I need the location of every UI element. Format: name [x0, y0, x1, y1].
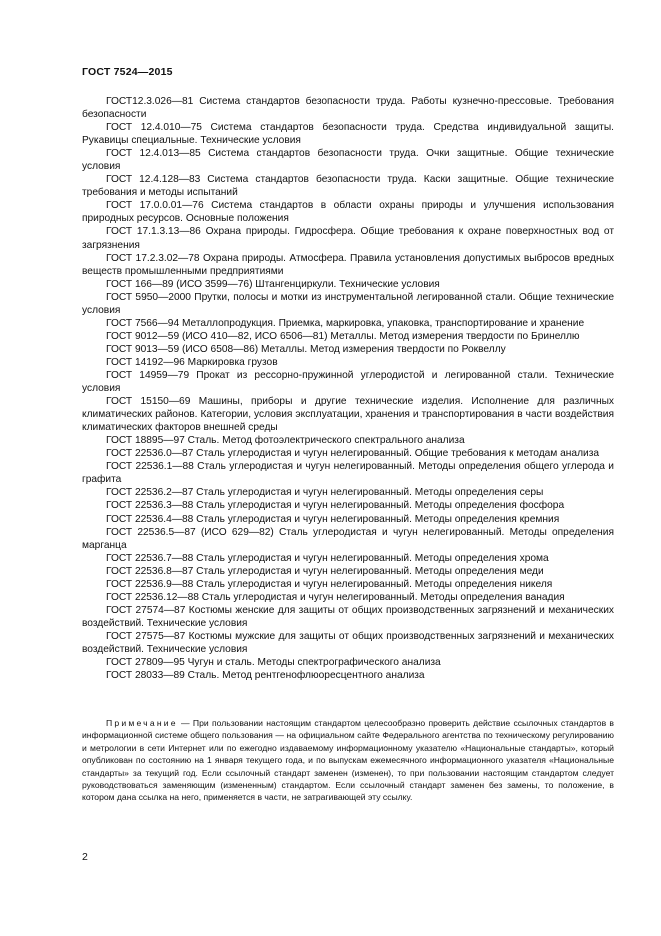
reference-entry: ГОСТ 17.2.3.02—78 Охрана природы. Атмосфера. Правила установления допустимых выбросов вредных веществ промышленными предприятиями [82, 252, 614, 277]
reference-entry: ГОСТ 22536.3—88 Сталь углеродистая и чугун нелегированный. Методы определения фосфора [106, 500, 565, 512]
note-label: Примечание [106, 718, 178, 728]
reference-entry: ГОСТ 22536.12—88 Сталь углеродистая и чугун нелегированный. Методы определения ванадия [106, 591, 565, 603]
reference-entry: ГОСТ 5950—2000 Прутки, полосы и мотки из инструментальной легированной стали. Общие технические условия [82, 291, 614, 316]
reference-entry: ГОСТ 166—89 (ИСО 3599—76) Штангенциркули. Технические условия [106, 278, 440, 290]
reference-entry: ГОСТ 15150—69 Машины, приборы и другие технические изделия. Исполнение для различных климатических районов. Категории, условия эксплуатации, хранения и транспортирования в части воздействия климатических факторов внешней среды [82, 396, 614, 434]
reference-entry: ГОСТ 22536.1—88 Сталь углеродистая и чугун нелегированный. Методы определения общего углерода и графита [82, 461, 614, 486]
reference-entry: ГОСТ 28033—89 Сталь. Метод рентгенофлюоресцентного анализа [106, 670, 425, 682]
note-paragraph [82, 717, 614, 804]
reference-entry: ГОСТ 14192—96 Маркировка грузов [106, 356, 278, 368]
reference-entry: ГОСТ 22536.2—87 Сталь углеродистая и чугун нелегированный. Методы определения серы [106, 487, 544, 499]
reference-entry: ГОСТ 14959—79 Прокат из рессорно-пружинной углеродистой и легированной стали. Технические условия [82, 369, 614, 395]
reference-entry: ГОСТ 18895—97 Сталь. Метод фотоэлектрического спектрального анализа [106, 435, 465, 447]
reference-entry: ГОСТ 27809—95 Чугун и сталь. Методы спектрографического анализа [106, 657, 441, 669]
normative-references-list [82, 95, 614, 682]
reference-entry: ГОСТ 27575—87 Костюмы мужские для защиты от общих производственных загрязнений и механических воздействий. Технические условия [82, 630, 614, 655]
reference-entry: ГОСТ 12.4.010—75 Система стандартов безопасности труда. Средства индивидуальной защиты. Рукавицы специальные. Технические условия [82, 122, 614, 147]
reference-entry: ГОСТ 22536.8—87 Сталь углеродистая и чугун нелегированный. Методы определения меди [106, 565, 544, 577]
reference-entry: ГОСТ12.3.026—81 Система стандартов безопасности труда. Работы кузнечно-прессовые. Требования безопасности [82, 96, 614, 121]
document-header: ГОСТ 7524—2015 [82, 66, 173, 78]
reference-entry: ГОСТ 17.1.3.13—86 Охрана природы. Гидросфера. Общие требования к охране поверхностных вод от загрязнения [82, 226, 614, 251]
reference-entry: ГОСТ 9012—59 (ИСО 410—82, ИСО 6506—81) Металлы. Метод измерения твердости по Бринеллю [106, 330, 580, 342]
reference-entry: ГОСТ 12.4.128—83 Система стандартов безопасности труда. Каски защитные. Общие технические требования и методы испытаний [82, 174, 614, 199]
reference-entry: ГОСТ 22536.7—88 Сталь углеродистая и чугун нелегированный. Методы определения хрома [106, 552, 549, 564]
reference-entry: ГОСТ 27574—87 Костюмы женские для защиты от общих производственных загрязнений и механических воздействий. Технические условия [82, 604, 614, 629]
reference-entry: ГОСТ 12.4.013—85 Система стандартов безопасности труда. Очки защитные. Общие технические условия [82, 148, 614, 173]
note-text: — При пользовании настоящим стандартом целесообразно проверить действие ссылочных стандартов в информационной системе общего пользования — на официальном сайте Федерального агентства по техническому регулированию и метрологии в сети Интернет или по ежегодно издаваемому информационному указателю «Национальные стандарты», который опубликован по состоянию на 1 января текущего года, и по выпускам ежемесячного информационного указателя «Национальные стандарты» за текущий год. Если ссылочный стандарт заменен (изменен), то при пользовании настоящим стандартом следует руководствоваться заменяющим (измененным) стандартом. Если ссылочный стандарт заменен без замены, то положение, в котором дана ссылка на него, применяется в части, не затрагивающей эту ссылку. [82, 718, 614, 803]
page-number: 2 [82, 851, 88, 863]
reference-entry: ГОСТ 9013—59 (ИСО 6508—86) Металлы. Метод измерения твердости по Роквеллу [106, 343, 506, 355]
reference-entry: ГОСТ 22536.5—87 (ИСО 629—82) Сталь углеродистая и чугун нелегированный. Методы определения марганца [82, 526, 614, 551]
reference-entry: ГОСТ 22536.9—88 Сталь углеродистая и чугун нелегированный. Методы определения никеля [106, 578, 553, 590]
reference-entry: ГОСТ 7566—94 Металлопродукция. Приемка, маркировка, упаковка, транспортирование и хранение [106, 317, 585, 329]
reference-entry: ГОСТ 17.0.0.01—76 Система стандартов в области охраны природы и улучшения использования природных ресурсов. Основные положения [82, 200, 614, 225]
reference-entry: ГОСТ 22536.0—87 Сталь углеродистая и чугун нелегированный. Общие требования к методам анализа [106, 448, 600, 460]
reference-entry: ГОСТ 22536.4—88 Сталь углеродистая и чугун нелегированный. Методы определения кремния [106, 513, 560, 525]
